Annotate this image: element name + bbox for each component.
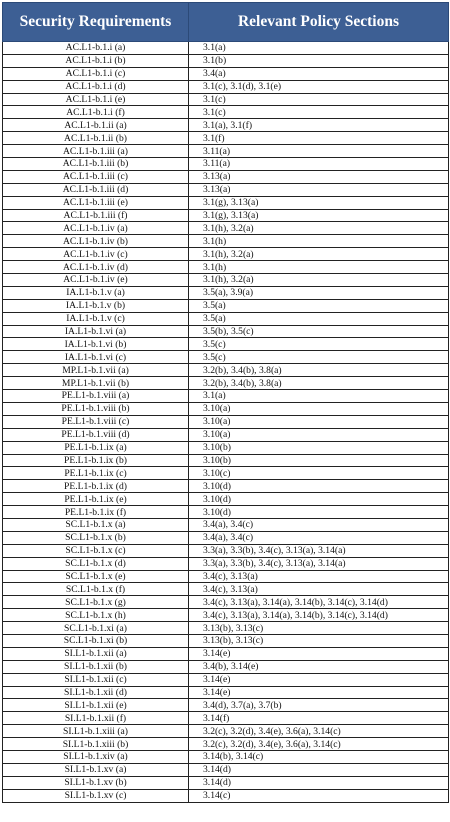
requirement-cell: MP.L1-b.1.vii (b) [3,377,189,390]
policy-sections-cell: 3.1(h), 3.2(a) [189,248,449,261]
table-row [3,158,449,171]
requirement-cell: AC.L1-b.1.iv (b) [3,235,189,248]
requirement-cell: AC.L1-b.1.iii (a) [3,145,189,158]
table-row [3,286,449,299]
table-row [3,209,449,222]
table-row [3,80,449,93]
policy-sections-cell: 3.5(a) [189,299,449,312]
requirement-cell: SI.L1-b.1.xiii (a) [3,725,189,738]
table-row [3,738,449,751]
policy-sections-cell: 3.1(h) [189,261,449,274]
requirement-cell: SI.L1-b.1.xii (b) [3,660,189,673]
table-row [3,364,449,377]
policy-sections-cell: 3.14(f) [189,712,449,725]
requirement-cell: AC.L1-b.1.i (f) [3,106,189,119]
requirement-cell: AC.L1-b.1.iii (b) [3,158,189,171]
requirement-cell: AC.L1-b.1.iii (f) [3,209,189,222]
table-row [3,415,449,428]
policy-sections-cell: 3.2(b), 3.4(b), 3.8(a) [189,364,449,377]
policy-sections-cell: 3.5(a), 3.9(a) [189,286,449,299]
table-row [3,647,449,660]
table-row [3,750,449,763]
requirement-cell: AC.L1-b.1.iv (a) [3,222,189,235]
requirement-cell: SI.L1-b.1.xii (a) [3,647,189,660]
table-row [3,377,449,390]
header-security-requirements: Security Requirements [3,3,189,42]
requirement-cell: IA.L1-b.1.v (c) [3,312,189,325]
security-requirements-table [2,2,449,803]
policy-sections-cell: 3.10(d) [189,480,449,493]
table-row [3,673,449,686]
policy-sections-cell: 3.1(c), 3.1(d), 3.1(e) [189,80,449,93]
policy-sections-cell: 3.2(b), 3.4(b), 3.8(a) [189,377,449,390]
policy-sections-cell: 3.10(c) [189,467,449,480]
policy-sections-cell: 3.4(c), 3.13(a) [189,570,449,583]
policy-sections-cell: 3.10(d) [189,493,449,506]
policy-sections-cell: 3.1(c) [189,106,449,119]
policy-sections-cell: 3.4(c), 3.13(a) [189,583,449,596]
table-row [3,93,449,106]
policy-sections-cell: 3.1(f) [189,132,449,145]
policy-sections-cell: 3.14(e) [189,673,449,686]
table-row [3,531,449,544]
requirement-cell: PE.L1-b.1.viii (b) [3,402,189,415]
table-row [3,261,449,274]
table-row [3,441,449,454]
table-row [3,518,449,531]
table-row [3,312,449,325]
policy-sections-cell: 3.2(c), 3.2(d), 3.4(e), 3.6(a), 3.14(c) [189,738,449,751]
policy-sections-cell: 3.3(a), 3.3(b), 3.4(c), 3.13(a), 3.14(a) [189,557,449,570]
requirement-cell: PE.L1-b.1.viii (d) [3,428,189,441]
requirement-cell: SI.L1-b.1.xii (f) [3,712,189,725]
policy-sections-cell: 3.4(c), 3.13(a), 3.14(a), 3.14(b), 3.14(c), 3.14(d) [189,609,449,622]
policy-sections-cell: 3.1(h) [189,235,449,248]
table-row [3,235,449,248]
table-body [3,42,449,803]
requirement-cell: AC.L1-b.1.i (c) [3,67,189,80]
policy-sections-cell: 3.1(b) [189,54,449,67]
policy-sections-cell: 3.4(b), 3.14(e) [189,660,449,673]
table-row [3,480,449,493]
table-row [3,634,449,647]
policy-sections-cell: 3.5(c) [189,338,449,351]
requirement-cell: PE.L1-b.1.ix (b) [3,454,189,467]
policy-sections-cell: 3.10(a) [189,402,449,415]
table-row [3,763,449,776]
requirement-cell: AC.L1-b.1.i (e) [3,93,189,106]
table-row [3,119,449,132]
policy-sections-cell: 3.1(a) [189,390,449,403]
table-row [3,402,449,415]
requirement-cell: SC.L1-b.1.x (a) [3,518,189,531]
policy-sections-cell: 3.5(b), 3.5(c) [189,325,449,338]
requirement-cell: IA.L1-b.1.vi (b) [3,338,189,351]
table-row [3,467,449,480]
requirement-cell: SC.L1-b.1.xi (b) [3,634,189,647]
requirement-cell: AC.L1-b.1.i (b) [3,54,189,67]
requirement-cell: AC.L1-b.1.ii (b) [3,132,189,145]
requirement-cell: SI.L1-b.1.xii (d) [3,686,189,699]
requirement-cell: AC.L1-b.1.ii (a) [3,119,189,132]
table-row [3,54,449,67]
table-row [3,196,449,209]
policy-sections-cell: 3.13(b), 3.13(c) [189,634,449,647]
table-row [3,506,449,519]
requirement-cell: SI.L1-b.1.xv (b) [3,776,189,789]
table-row [3,570,449,583]
policy-sections-cell: 3.4(a), 3.4(c) [189,531,449,544]
table-row [3,544,449,557]
policy-sections-cell: 3.1(c) [189,93,449,106]
table-row [3,274,449,287]
header-relevant-policy-sections: Relevant Policy Sections [189,3,449,42]
table-row [3,183,449,196]
requirement-cell: SI.L1-b.1.xii (c) [3,673,189,686]
policy-sections-cell: 3.1(a) [189,42,449,55]
table-row [3,106,449,119]
requirement-cell: SI.L1-b.1.xiv (a) [3,750,189,763]
requirement-cell: PE.L1-b.1.ix (a) [3,441,189,454]
requirement-cell: AC.L1-b.1.iii (d) [3,183,189,196]
policy-sections-cell: 3.14(d) [189,763,449,776]
table-row [3,776,449,789]
requirement-cell: PE.L1-b.1.ix (e) [3,493,189,506]
table-row [3,325,449,338]
policy-sections-cell: 3.1(h), 3.2(a) [189,222,449,235]
policy-sections-cell: 3.13(b), 3.13(c) [189,622,449,635]
table-row [3,596,449,609]
policy-sections-cell: 3.4(d), 3.7(a), 3.7(b) [189,699,449,712]
requirement-cell: SC.L1-b.1.x (h) [3,609,189,622]
policy-sections-cell: 3.14(b), 3.14(c) [189,750,449,763]
header-row [3,3,449,42]
table-row [3,557,449,570]
requirement-cell: SC.L1-b.1.x (f) [3,583,189,596]
mapping-table-container [2,2,448,803]
policy-sections-cell: 3.14(d) [189,776,449,789]
requirement-cell: PE.L1-b.1.ix (f) [3,506,189,519]
requirement-cell: PE.L1-b.1.viii (a) [3,390,189,403]
table-row [3,132,449,145]
table-row [3,622,449,635]
requirement-cell: MP.L1-b.1.vii (a) [3,364,189,377]
table-row [3,145,449,158]
table-row [3,67,449,80]
requirement-cell: PE.L1-b.1.ix (c) [3,467,189,480]
requirement-cell: AC.L1-b.1.iii (c) [3,170,189,183]
requirement-cell: IA.L1-b.1.v (b) [3,299,189,312]
requirement-cell: AC.L1-b.1.iv (d) [3,261,189,274]
requirement-cell: SC.L1-b.1.x (c) [3,544,189,557]
policy-sections-cell: 3.13(a) [189,170,449,183]
policy-sections-cell: 3.14(e) [189,647,449,660]
policy-sections-cell: 3.10(a) [189,428,449,441]
table-row [3,712,449,725]
table-row [3,609,449,622]
table-row [3,583,449,596]
requirement-cell: SC.L1-b.1.x (e) [3,570,189,583]
policy-sections-cell: 3.13(a) [189,183,449,196]
requirement-cell: SC.L1-b.1.x (b) [3,531,189,544]
requirement-cell: SI.L1-b.1.xv (a) [3,763,189,776]
table-row [3,660,449,673]
requirement-cell: SC.L1-b.1.x (d) [3,557,189,570]
policy-sections-cell: 3.4(c), 3.13(a), 3.14(a), 3.14(b), 3.14(c), 3.14(d) [189,596,449,609]
policy-sections-cell: 3.11(a) [189,145,449,158]
requirement-cell: SI.L1-b.1.xiii (b) [3,738,189,751]
table-row [3,42,449,55]
policy-sections-cell: 3.11(a) [189,158,449,171]
requirement-cell: PE.L1-b.1.ix (d) [3,480,189,493]
requirement-cell: IA.L1-b.1.vi (a) [3,325,189,338]
table-row [3,390,449,403]
requirement-cell: IA.L1-b.1.v (a) [3,286,189,299]
table-row [3,351,449,364]
table-row [3,338,449,351]
policy-sections-cell: 3.1(a), 3.1(f) [189,119,449,132]
policy-sections-cell: 3.10(b) [189,441,449,454]
requirement-cell: AC.L1-b.1.iv (e) [3,274,189,287]
table-row [3,454,449,467]
policy-sections-cell: 3.4(a) [189,67,449,80]
requirement-cell: AC.L1-b.1.iv (c) [3,248,189,261]
table-row [3,248,449,261]
requirement-cell: SC.L1-b.1.x (g) [3,596,189,609]
requirement-cell: SI.L1-b.1.xii (e) [3,699,189,712]
requirement-cell: AC.L1-b.1.i (a) [3,42,189,55]
table-row [3,170,449,183]
policy-sections-cell: 3.1(g), 3.13(a) [189,196,449,209]
table-row [3,686,449,699]
table-row [3,699,449,712]
requirement-cell: AC.L1-b.1.iii (e) [3,196,189,209]
policy-sections-cell: 3.5(a) [189,312,449,325]
table-header [3,3,449,42]
policy-sections-cell: 3.10(b) [189,454,449,467]
policy-sections-cell: 3.10(a) [189,415,449,428]
policy-sections-cell: 3.14(c) [189,789,449,802]
policy-sections-cell: 3.1(h), 3.2(a) [189,274,449,287]
policy-sections-cell: 3.10(d) [189,506,449,519]
policy-sections-cell: 3.14(e) [189,686,449,699]
table-row [3,428,449,441]
requirement-cell: SC.L1-b.1.xi (a) [3,622,189,635]
table-row [3,222,449,235]
table-row [3,493,449,506]
requirement-cell: AC.L1-b.1.i (d) [3,80,189,93]
requirement-cell: SI.L1-b.1.xv (c) [3,789,189,802]
policy-sections-cell: 3.1(g), 3.13(a) [189,209,449,222]
requirement-cell: IA.L1-b.1.vi (c) [3,351,189,364]
policy-sections-cell: 3.5(c) [189,351,449,364]
table-row [3,789,449,802]
policy-sections-cell: 3.2(c), 3.2(d), 3.4(e), 3.6(a), 3.14(c) [189,725,449,738]
table-row [3,299,449,312]
table-row [3,725,449,738]
policy-sections-cell: 3.3(a), 3.3(b), 3.4(c), 3.13(a), 3.14(a) [189,544,449,557]
requirement-cell: PE.L1-b.1.viii (c) [3,415,189,428]
policy-sections-cell: 3.4(a), 3.4(c) [189,518,449,531]
